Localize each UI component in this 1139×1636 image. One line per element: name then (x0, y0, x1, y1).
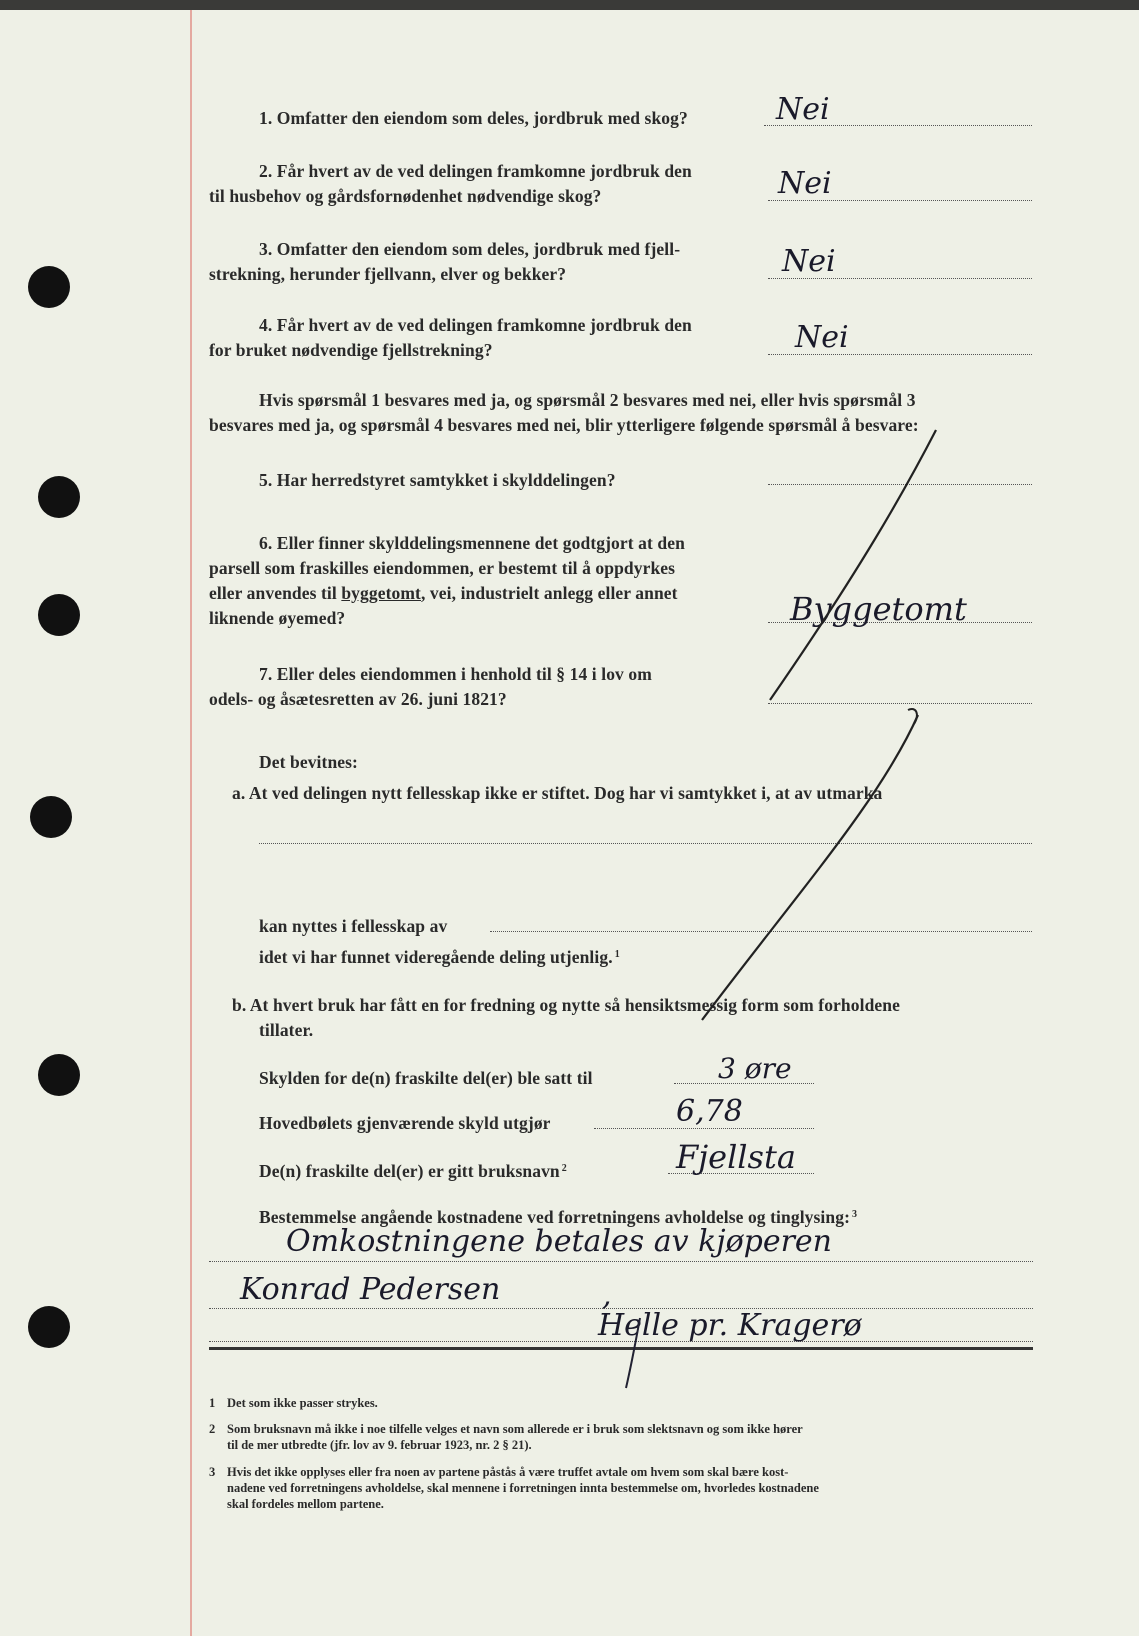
strike-line-lower (702, 715, 918, 1020)
attest-b-line1: b. At hvert bruk har fått en for fredning og nytte så hensiktsmessig form som forholdene (232, 995, 900, 1015)
strike-hook (908, 709, 917, 724)
kost-label-text: Bestemmelse angående kostnadene ved forretningens avholdelse og tinglysing: (259, 1207, 850, 1227)
question-3-line2: strekning, herunder fjellvann, elver og bekker? (209, 264, 567, 284)
kost-value-3: Helle pr. Kragerø (598, 1308, 862, 1343)
footnote-1-line1: Det som ikke passer strykes. (227, 1396, 378, 1410)
question-4-line2: for bruket nødvendige fjellstrekning? (209, 340, 493, 360)
kost-value-2: Konrad Pedersen (240, 1272, 501, 1307)
attest-a-line2: kan nyttes i fellesskap av (259, 916, 448, 936)
form-page (0, 10, 1139, 1636)
footnote-3-line1: Hvis det ikke opplyses eller fra noen av partene påstås å være truffet avtale om hvem som skal bære kost- (227, 1465, 789, 1479)
question-2-line2: til husbehov og gårdsfornødenhet nødvendige skog? (209, 186, 602, 206)
question-2-line1: 2. Får hvert av de ved delingen framkomne jordbruk den (259, 161, 692, 181)
attest-a-line3-text: idet vi har funnet videregående deling utjenlig. (259, 947, 613, 967)
q6-underlined-word: byggetomt (341, 583, 421, 603)
skyld-value: 3 øre (718, 1052, 792, 1085)
strike-line-upper (770, 430, 936, 700)
instruction-line2: besvares med ja, og spørsmål 4 besvares med nei, blir ytterligere følgende spørsmål å besvare: (209, 415, 919, 435)
question-6-line1: 6. Eller finner skylddelingsmennene det godtgjort at den (259, 533, 685, 553)
kost-value-2-comma: , (602, 1278, 612, 1313)
question-6-line4: liknende øyemed? (209, 608, 346, 628)
kost-value-1: Omkostningene betales av kjøperen (286, 1224, 833, 1259)
footnote-3-num: 3 (209, 1465, 216, 1479)
hoved-label: Hovedbølets gjenværende skyld utgjør (259, 1113, 551, 1133)
instruction-line1-text: Hvis spørsmål 1 besvares med ja, og spørsmål 2 besvares med nei, eller hvis spørsmål 3 (259, 390, 916, 410)
question-3-line1: 3. Omfatter den eiendom som deles, jordbruk med fjell- (259, 239, 681, 259)
navn-label-text: De(n) fraskilte del(er) er gitt bruksnavn (259, 1161, 560, 1181)
footnote-2-line1: Som bruksnavn må ikke i noe tilfelle velges et navn som allerede er i bruk som slektsnavn og som ikke hører (227, 1422, 803, 1436)
strike-through-marks (0, 10, 1139, 1636)
q6-text-pre: eller anvendes til (209, 583, 342, 603)
attest-b-line2: tillater. (259, 1020, 314, 1040)
footnote-ref-2: 2 (561, 1163, 567, 1174)
question-6-line2: parsell som fraskilles eiendommen, er bestemt til å oppdyrkes (209, 558, 676, 578)
attest-a-line1: a. At ved delingen nytt fellesskap ikke er stiftet. Dog har vi samtykket i, at av utmarka (232, 783, 883, 803)
q6-text-post: , vei, industrielt anlegg eller annet (420, 583, 678, 603)
kost-flourish (626, 1318, 640, 1388)
footnote-3-line3: skal fordeles mellom partene. (227, 1497, 384, 1511)
footnote-ref-1: 1 (614, 949, 620, 960)
footnote-3-line2: nadene ved forretningens avholdelse, skal mennene i forretningen innta bestemmelse om, hvorledes kostnadene (227, 1481, 819, 1495)
question-7-line2: odels- og åsætesretten av 26. juni 1821? (209, 689, 507, 709)
hoved-value: 6,78 (676, 1094, 743, 1129)
footnote-2-line2: til de mer utbredte (jfr. lov av 9. februar 1923, nr. 2 § 21). (227, 1438, 532, 1452)
footnote-ref-3: 3 (852, 1209, 858, 1220)
answer-6: Byggetomt (790, 590, 967, 628)
answer-1: Nei (776, 92, 830, 127)
skyld-label: Skylden for de(n) fraskilte del(er) ble satt til (259, 1068, 593, 1088)
footnote-2-num: 2 (209, 1422, 216, 1436)
question-7-line1: 7. Eller deles eiendommen i henhold til § 14 i lov om (259, 664, 652, 684)
question-5: 5. Har herredstyret samtykket i skylddelingen? (259, 470, 616, 490)
navn-value: Fjellsta (676, 1138, 796, 1176)
question-1: 1. Omfatter den eiendom som deles, jordbruk med skog? (259, 108, 688, 128)
answer-2: Nei (778, 166, 832, 201)
attest-heading: Det bevitnes: (259, 752, 358, 772)
answer-4: Nei (795, 320, 849, 355)
footnote-1-num: 1 (209, 1396, 216, 1410)
question-4-line1: 4. Får hvert av de ved delingen framkomne jordbruk den (259, 315, 692, 335)
answer-3: Nei (782, 244, 836, 279)
